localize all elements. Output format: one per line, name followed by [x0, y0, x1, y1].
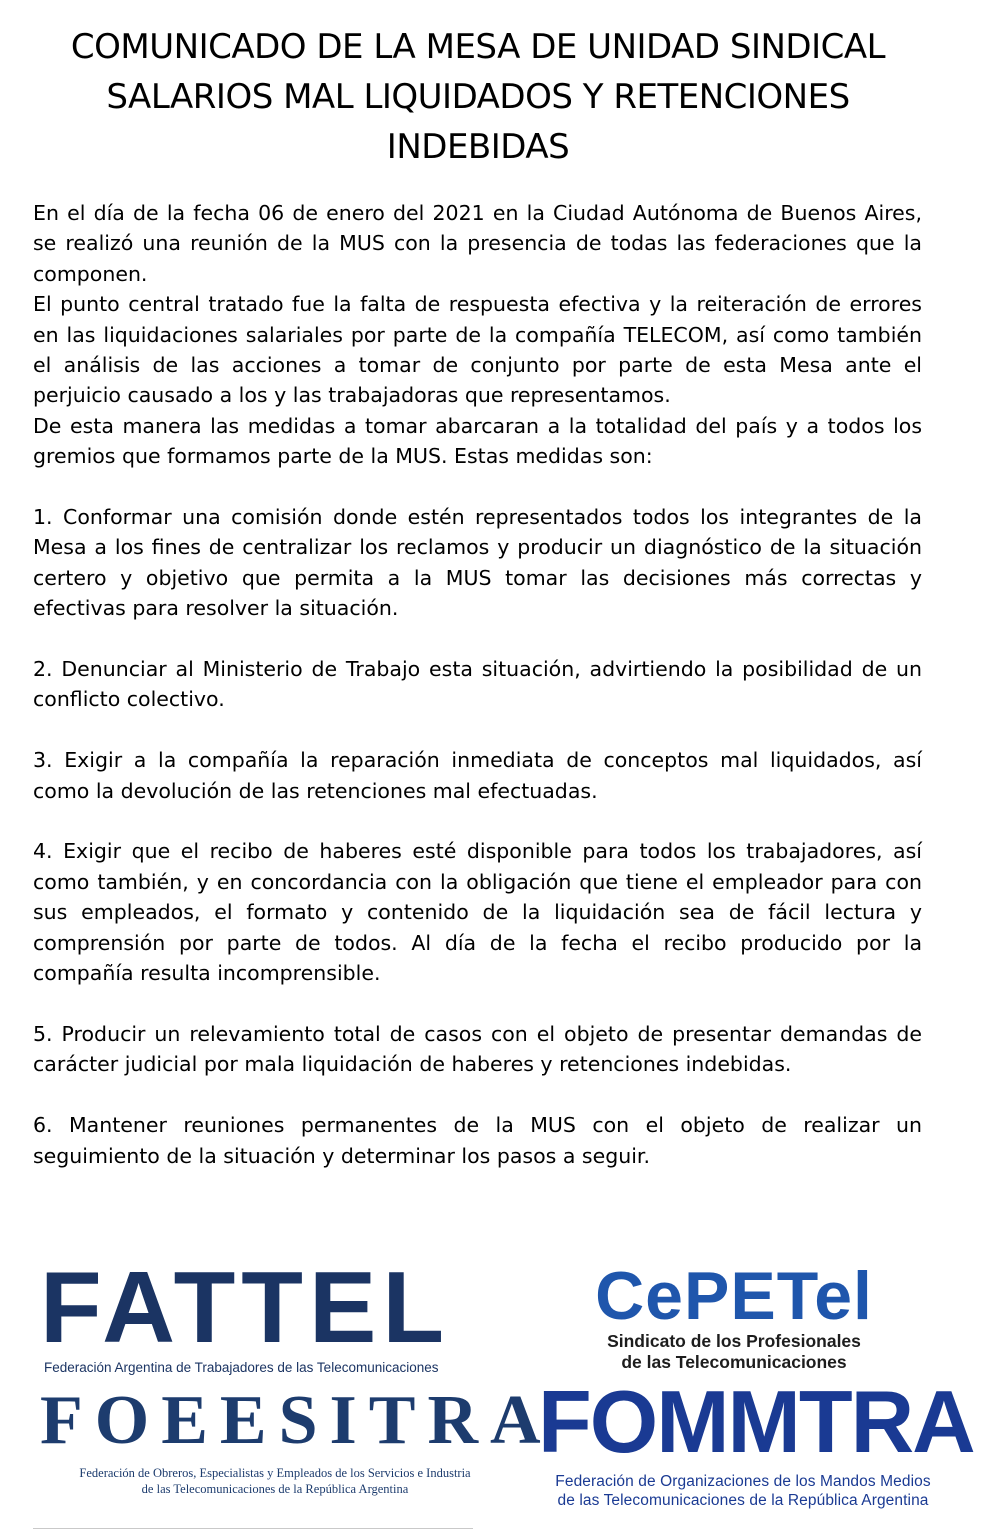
spacer	[33, 806, 922, 836]
cepetel-logo-subtitle	[534, 1331, 934, 1373]
title-line-1: COMUNICADO DE LA MESA DE UNIDAD SINDICAL	[70, 27, 886, 67]
cepetel-subtitle-line-1: Sindicato de los Profesionales	[607, 1331, 861, 1351]
fommtra-subtitle-line-2: de las Telecomunicaciones de la República Argentina	[557, 1492, 929, 1509]
fommtra-logo-subtitle	[538, 1472, 948, 1510]
fattel-logo-subtitle: Federación Argentina de Trabajadores de las Telecomunicaciones	[44, 1360, 439, 1375]
cepetel-logo	[534, 1258, 944, 1373]
fattel-logo	[40, 1252, 510, 1375]
spacer	[33, 715, 922, 745]
spacer	[33, 624, 922, 654]
bottom-divider	[33, 1528, 473, 1529]
foeesitra-subtitle-line-1: Federación de Obreros, Especialistas y Empleados de los Servicios e Industria	[79, 1466, 471, 1480]
foeesitra-logo-wordmark: FOEESITRA	[40, 1382, 553, 1459]
document-body	[33, 198, 922, 1171]
foeesitra-subtitle-line-2: de las Telecomunicaciones de la República Argentina	[141, 1482, 409, 1496]
fommtra-subtitle-line-1: Federación de Organizaciones de los Mandos Medios	[555, 1473, 931, 1490]
fommtra-logo-wordmark: FOMMTRA	[538, 1372, 974, 1471]
cepetel-subtitle-line-2: de las Telecomunicaciones	[621, 1352, 847, 1372]
fattel-logo-wordmark: FATTEL	[40, 1252, 451, 1364]
spacer	[33, 989, 922, 1019]
fommtra-logo	[538, 1372, 974, 1510]
measure-item: 6. Mantener reuniones permanentes de la MUS con el objeto de realizar un seguimiento de la situación y determinar los pasos a seguir.	[33, 1113, 922, 1168]
spacer	[33, 1080, 922, 1110]
intro-paragraph-2: El punto central tratado fue la falta de respuesta efectiva y la reiteración de errores en las liquidaciones salariales por parte de la compañía TELECOM, así como también el análisis de las acciones a tomar de conjunto por parte de esta Mesa ante el perjuicio causado a los y las trabajadoras que representamos.	[33, 292, 922, 408]
title-line-2: SALARIOS MAL LIQUIDADOS Y RETENCIONES	[106, 77, 850, 117]
measure-item: 1. Conformar una comisión donde estén representados todos los integrantes de la Mesa a los fines de centralizar los reclamos y producir un diagnóstico de la situación certero y objetivo que permita a la MUS tomar las decisiones más correctas y efectivas para resolver la situación.	[33, 505, 922, 621]
intro-paragraph-3: De esta manera las medidas a tomar abarcaran a la totalidad del país y a todos los gremios que formamos parte de la MUS. Estas medidas son:	[33, 413, 922, 469]
measure-item: 2. Denunciar al Ministerio de Trabajo esta situación, advirtiendo la posibilidad de un conflicto colectivo.	[33, 657, 922, 712]
document-title	[0, 22, 956, 172]
cepetel-logo-wordmark: CePETel	[595, 1258, 873, 1334]
spacer	[33, 472, 922, 502]
title-line-3: INDEBIDAS	[386, 127, 570, 167]
foeesitra-logo-subtitle	[40, 1465, 510, 1497]
measure-item: 3. Exigir a la compañía la reparación inmediata de conceptos mal liquidados, así como la devolución de las retenciones mal efectuadas.	[33, 748, 922, 803]
measure-item: 4. Exigir que el recibo de haberes esté disponible para todos los trabajadores, así como también, y en concordancia con la obligación que tiene el empleador para con sus empleados, el formato y contenido de la liquidación sea de fácil lectura y comprensión por parte de todos. Al día de la fecha el recibo producido por la compañía resulta incomprensible.	[33, 839, 922, 986]
foeesitra-logo	[40, 1382, 553, 1497]
intro-paragraph-1: En el día de la fecha 06 de enero del 2021 en la Ciudad Autónoma de Buenos Aires, se realizó una reunión de la MUS con la presencia de todas las federaciones que la componen.	[33, 201, 922, 286]
measure-item: 5. Producir un relevamiento total de casos con el objeto de presentar demandas de carácter judicial por mala liquidación de haberes y retenciones indebidas.	[33, 1021, 922, 1077]
